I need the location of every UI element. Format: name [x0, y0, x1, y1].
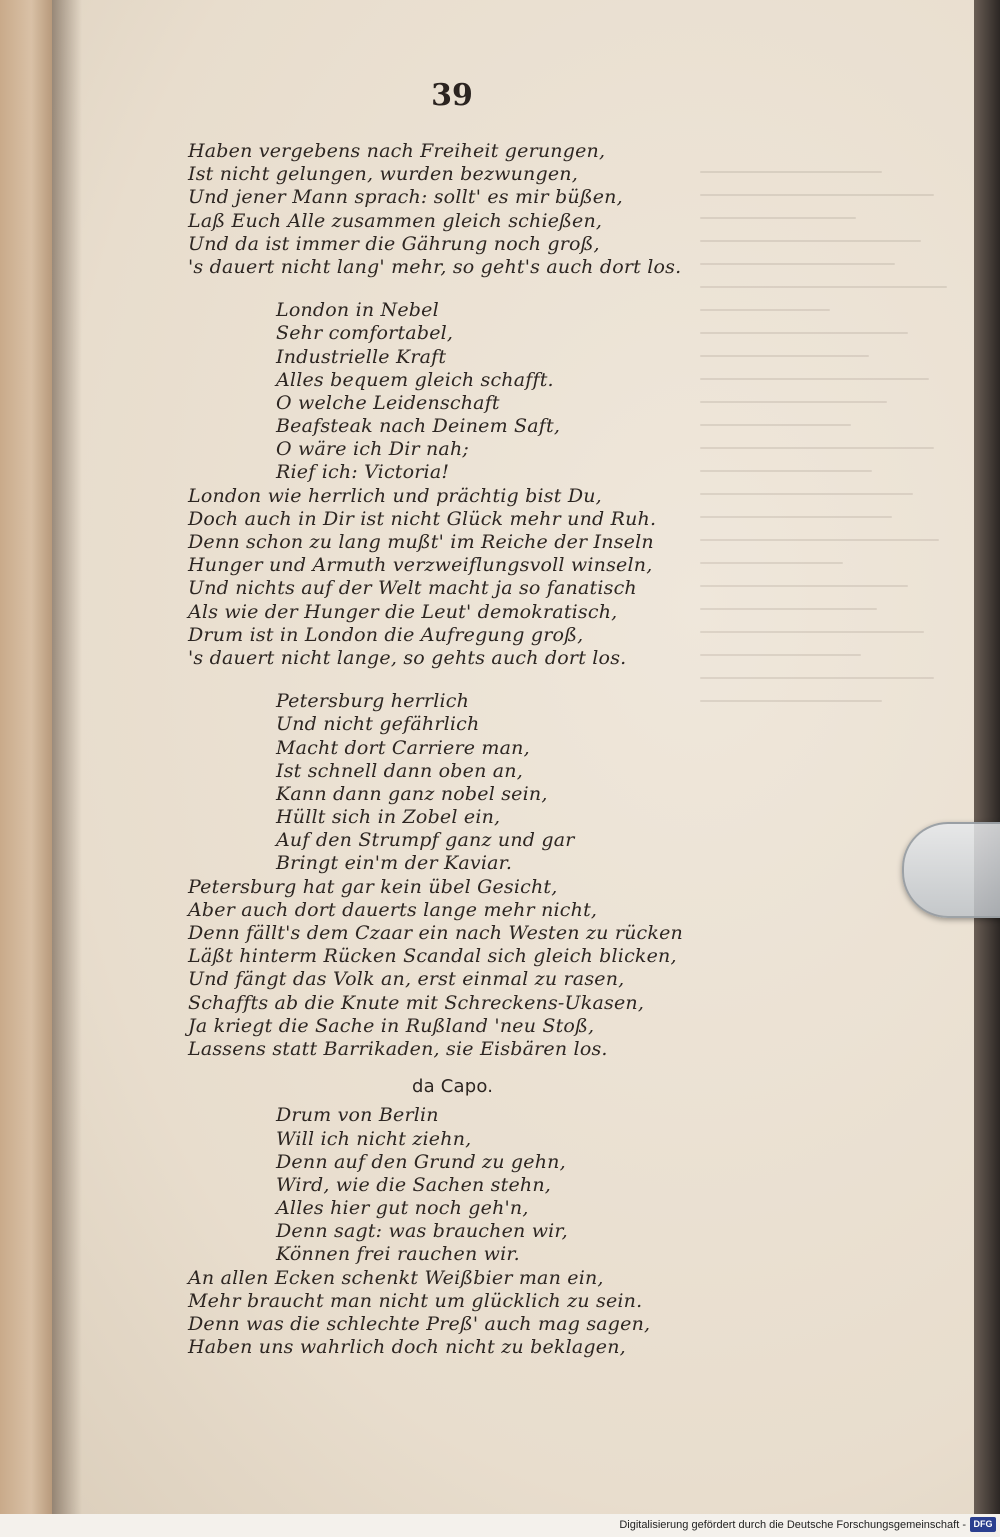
page-holder-clip — [902, 822, 1000, 918]
refrain-line: Auf den Strumpf ganz und gar — [276, 829, 575, 852]
verse-line: Schaffts ab die Knute mit Schreckens-Ukasen, — [188, 991, 645, 1014]
verse-line: 's dauert nicht lange, so gehts auch dort los. — [188, 646, 627, 669]
verse-line: Läßt hinterm Rücken Scandal sich gleich blicken, — [188, 945, 677, 968]
refrain-line: Alles bequem gleich schafft. — [276, 368, 554, 391]
verse-line: Doch auch in Dir ist nicht Glück mehr und Ruh. — [188, 507, 657, 530]
verse-line: Petersburg hat gar kein übel Gesicht, — [188, 875, 558, 898]
refrain-line: Drum von Berlin — [276, 1104, 439, 1127]
verse-line: Ist nicht gelungen, wurden bezwungen, — [188, 163, 578, 186]
refrain-line: Petersburg herrlich — [276, 690, 470, 713]
previous-page-edge — [0, 0, 52, 1537]
verse-line: Als wie der Hunger die Leut' demokratisch, — [188, 600, 618, 623]
stanza-berlin — [188, 1267, 688, 1360]
verse-line: Denn was die schlechte Preß' auch mag sagen, — [188, 1313, 651, 1336]
refrain-line: Rief ich: Victoria! — [276, 461, 450, 484]
verse-line: An allen Ecken schenkt Weißbier man ein, — [188, 1266, 604, 1289]
verse-line: Und nichts auf der Welt macht ja so fanatisch — [188, 577, 637, 600]
dfg-logo: DFG — [970, 1517, 996, 1532]
verse-line: Laß Euch Alle zusammen gleich schießen, — [188, 209, 603, 232]
refrain-line: Macht dort Carriere man, — [276, 736, 530, 759]
refrain-line: Industrielle Kraft — [276, 345, 447, 368]
refrain-line: Wird, wie die Sachen stehn, — [276, 1173, 552, 1196]
refrain-berlin — [188, 1104, 688, 1266]
verse-line: Und jener Mann sprach: sollt' es mir büßen, — [188, 186, 623, 209]
refrain-petersburg — [188, 690, 688, 876]
da-capo-marking: da Capo. — [412, 1076, 494, 1098]
refrain-line: Denn sagt: was brauchen wir, — [276, 1220, 568, 1243]
verse-line: Aber auch dort dauerts lange mehr nicht, — [188, 898, 598, 921]
refrain-line: Hüllt sich in Zobel ein, — [276, 806, 501, 829]
refrain-line: Bringt ein'm der Kaviar. — [276, 852, 513, 875]
verse-line: Haben uns wahrlich doch nicht zu beklagen, — [188, 1336, 626, 1359]
stanza-1 — [188, 140, 688, 279]
refrain-line: Kann dann ganz nobel sein, — [276, 782, 548, 805]
verse-line: Und da ist immer die Gährung noch groß, — [188, 232, 600, 255]
verse-line: Hunger und Armuth verzweiflungsvoll winseln, — [188, 554, 653, 577]
refrain-line: Denn auf den Grund zu gehn, — [276, 1150, 566, 1173]
bleed-through-text — [700, 150, 960, 1350]
stanza-petersburg — [188, 876, 688, 1062]
verse-line: Lassens statt Barrikaden, sie Eisbären los. — [188, 1037, 608, 1060]
verse-line: Denn schon zu lang mußt' im Reiche der Inseln — [188, 531, 654, 553]
refrain-line: Sehr comfortabel, — [276, 322, 454, 345]
refrain-london — [188, 299, 688, 485]
verse-line: Und fängt das Volk an, erst einmal zu rasen, — [188, 968, 625, 991]
verse-line: Mehr braucht man nicht um glücklich zu sein. — [188, 1289, 643, 1312]
refrain-line: O wäre ich Dir nah; — [276, 438, 470, 461]
spine-shadow — [52, 0, 82, 1537]
stanza-london — [188, 485, 688, 671]
verse-line: Denn fällt's dem Czaar ein nach Westen zu rücken — [188, 922, 683, 944]
funding-credit: Digitalisierung gefördert durch die Deutsche Forschungsgemeinschaft - — [619, 1519, 966, 1531]
refrain-line: Können frei rauchen wir. — [276, 1243, 520, 1266]
verse-line: Haben vergebens nach Freiheit gerungen, — [188, 140, 606, 162]
refrain-line: London in Nebel — [276, 299, 439, 322]
refrain-line: Beafsteak nach Deinem Saft, — [276, 415, 561, 438]
refrain-line: Alles hier gut noch geh'n, — [276, 1197, 529, 1220]
refrain-line: Will ich nicht ziehn, — [276, 1127, 472, 1150]
refrain-line: Ist schnell dann oben an, — [276, 759, 523, 782]
refrain-line: O welche Leidenschaft — [276, 391, 500, 414]
verse-line: Drum ist in London die Aufregung groß, — [188, 623, 584, 646]
verse-line: London wie herrlich und prächtig bist Du, — [188, 484, 602, 507]
page-number: 39 — [431, 78, 473, 113]
refrain-line: Und nicht gefährlich — [276, 713, 480, 736]
poem-text — [188, 140, 688, 1359]
verse-line: 's dauert nicht lang' mehr, so geht's auch dort los. — [188, 255, 682, 278]
verse-line: Ja kriegt die Sache in Rußland 'neu Stoß, — [188, 1014, 595, 1037]
page-right-edge — [974, 0, 1000, 1537]
